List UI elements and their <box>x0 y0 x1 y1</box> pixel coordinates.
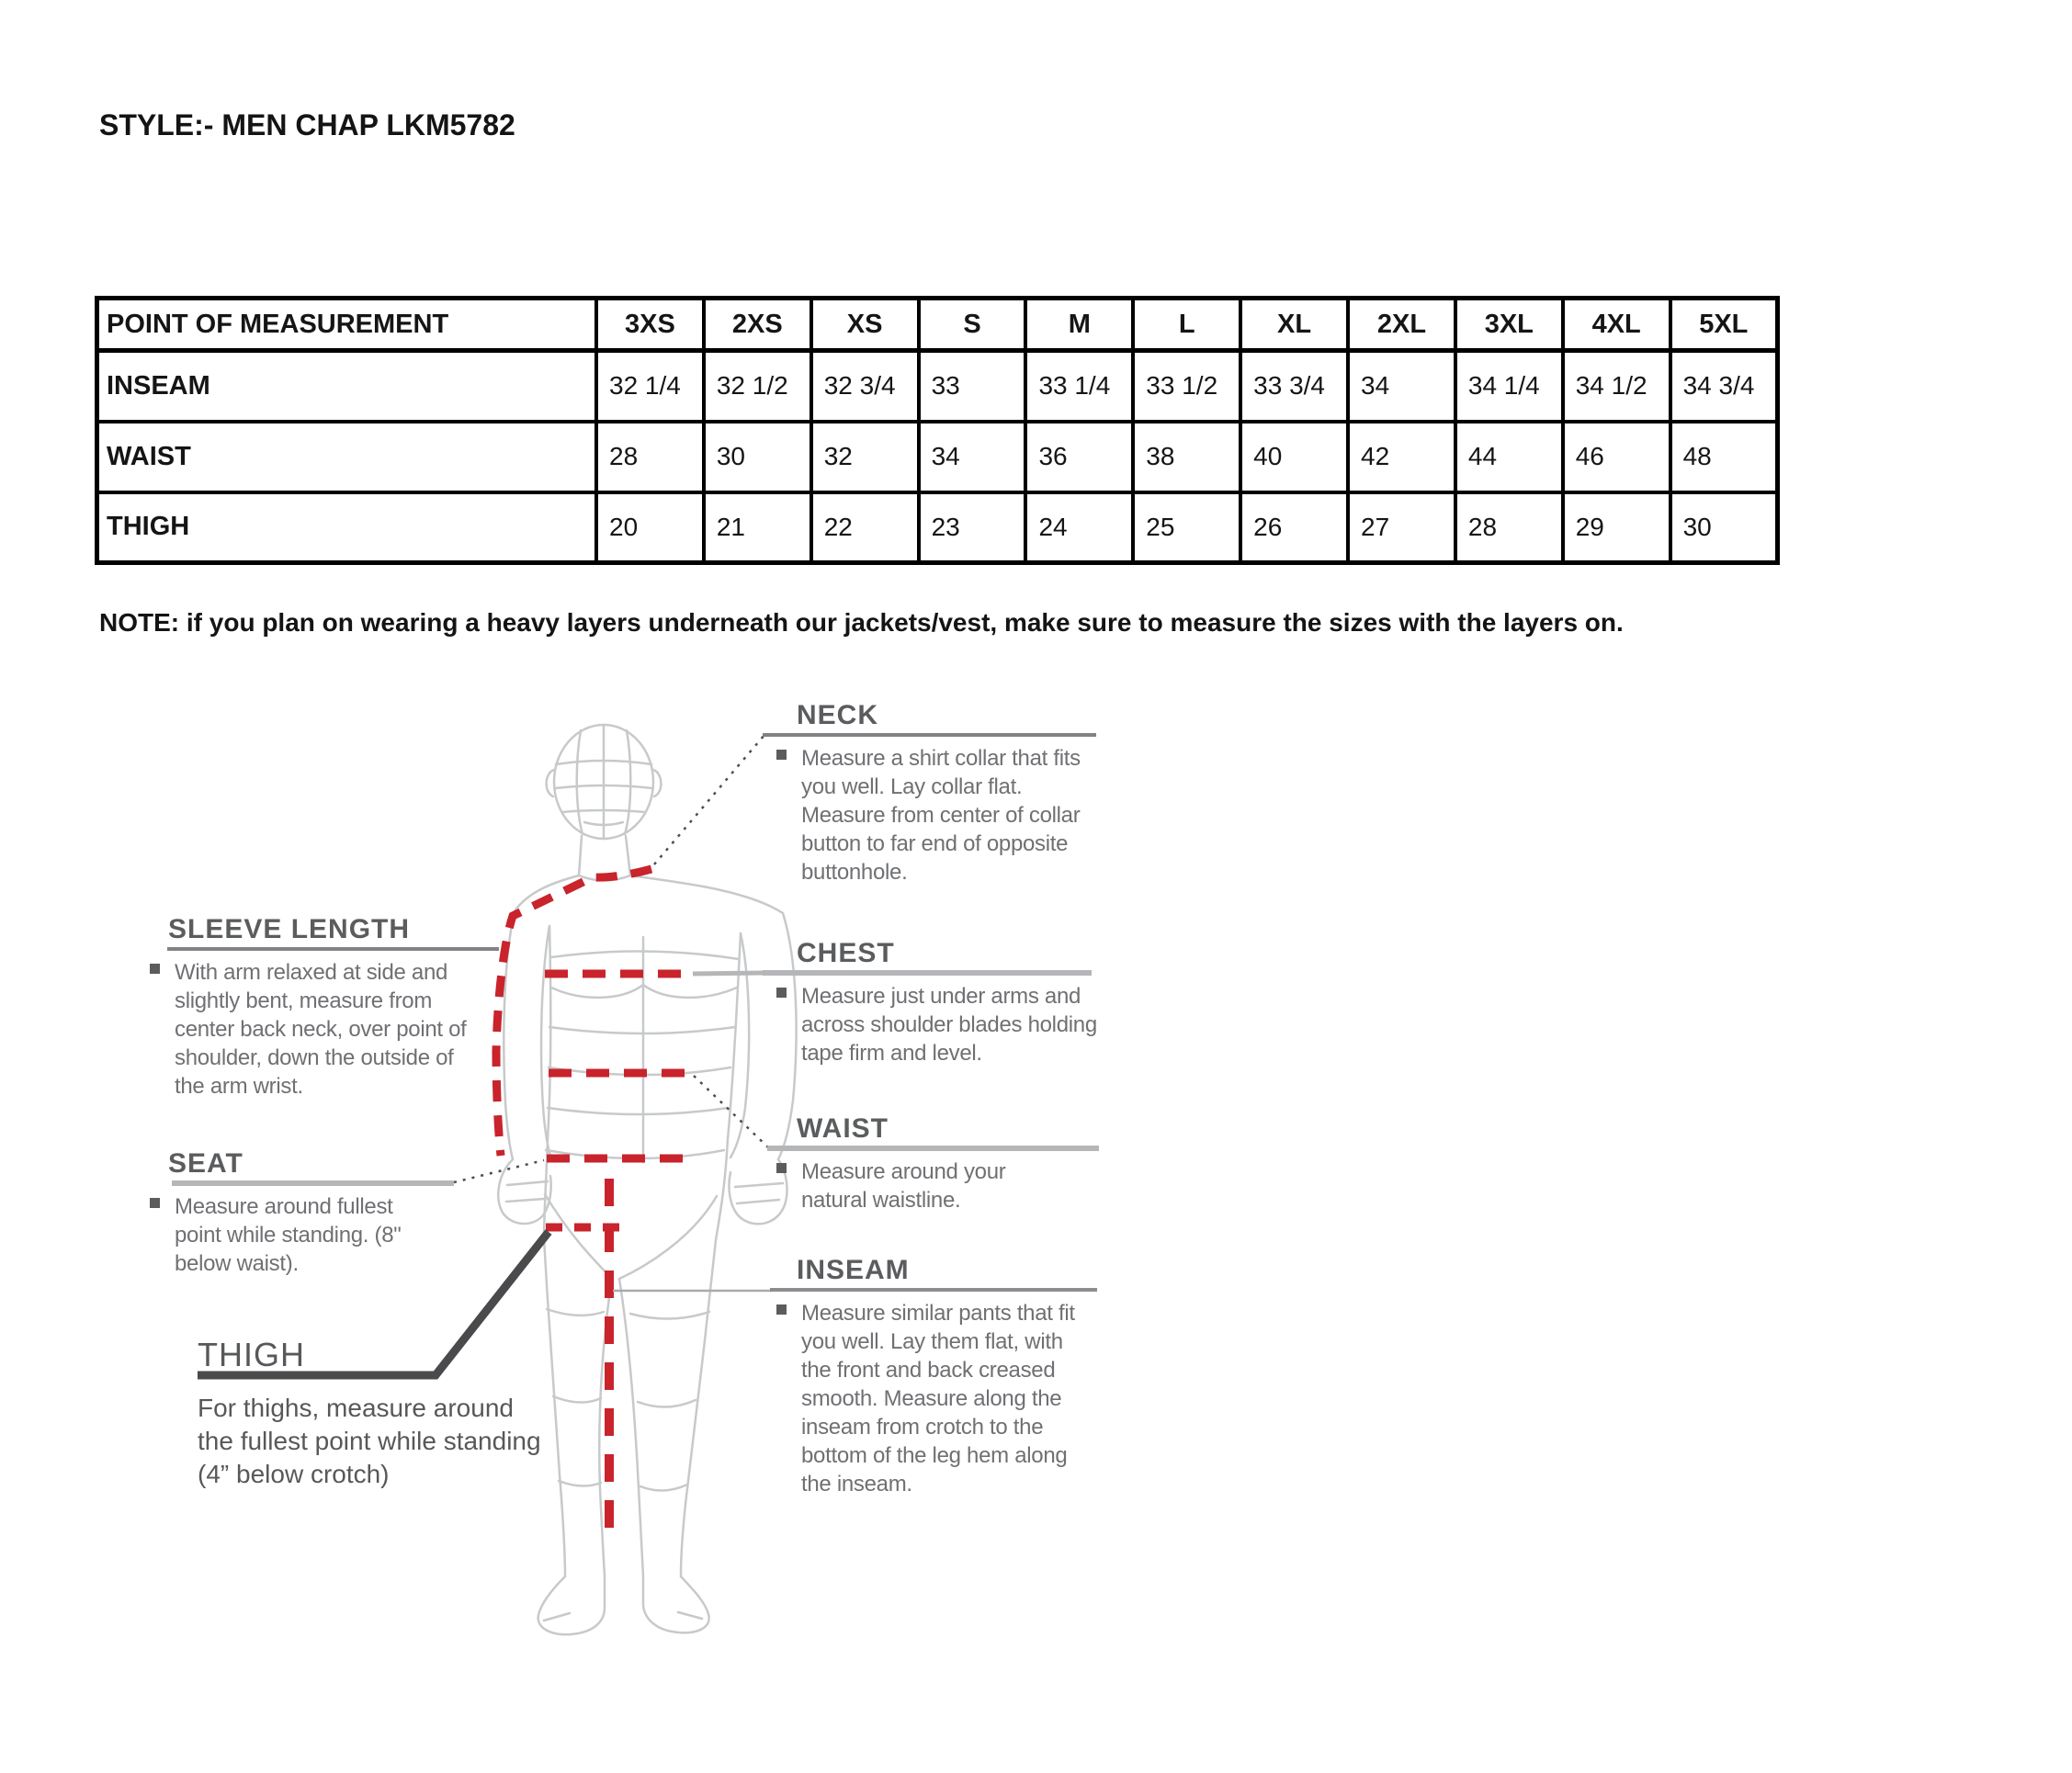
bullet-square-icon <box>150 964 160 974</box>
size-value-cell: 40 <box>1240 422 1348 492</box>
size-value-cell: 26 <box>1240 492 1348 563</box>
column-header-size: S <box>919 299 1026 351</box>
bullet-square-icon <box>776 1163 787 1173</box>
sleeve-measure-line <box>496 869 651 1156</box>
inseam-label: INSEAM <box>797 1255 910 1285</box>
size-value-cell: 32 1/2 <box>704 351 811 422</box>
bullet-square-icon <box>776 988 787 998</box>
thigh-section <box>198 1335 547 1491</box>
column-header-size: 5XL <box>1670 299 1778 351</box>
size-value-cell: 34 <box>1348 351 1455 422</box>
size-value-cell: 38 <box>1133 422 1240 492</box>
size-value-cell: 23 <box>919 492 1026 563</box>
inseam-description: Measure similar pants that fit you well. Lay them flat, with the front and back creased smooth. Measure along the inseam from crotch to the bottom of the leg hem along the inseam. <box>801 1301 1075 1496</box>
seat-description: Measure around fullest point while standing. (8" below waist). <box>175 1194 402 1276</box>
sleeve-length-label: SLEEVE LENGTH <box>168 914 411 944</box>
neck-callout-line <box>654 735 764 864</box>
size-value-cell: 33 1/2 <box>1133 351 1240 422</box>
size-value-cell: 48 <box>1670 422 1778 492</box>
column-header-size: XS <box>811 299 919 351</box>
seat-section <box>140 1148 489 1278</box>
size-value-cell: 28 <box>596 422 704 492</box>
size-value-cell: 32 3/4 <box>811 351 919 422</box>
size-value-cell: 29 <box>1563 492 1670 563</box>
column-header-size: 3XS <box>596 299 704 351</box>
chest-callout-line <box>693 973 764 974</box>
body-wireframe <box>498 725 796 1634</box>
size-value-cell: 27 <box>1348 492 1455 563</box>
chest-label: CHEST <box>797 938 895 968</box>
size-value-cell: 25 <box>1133 492 1240 563</box>
column-header-size: 2XL <box>1348 299 1455 351</box>
column-header-point-of-measurement: POINT OF MEASUREMENT <box>97 299 597 351</box>
size-value-cell: 20 <box>596 492 704 563</box>
column-header-size: XL <box>1240 299 1348 351</box>
chest-section <box>776 938 1126 1067</box>
note-text: NOTE: if you plan on wearing a heavy layers underneath our jackets/vest, make sure to measure the sizes with the layers on. <box>99 608 1624 637</box>
chest-description: Measure just under arms and across shoulder blades holding tape firm and level. <box>801 984 1097 1066</box>
size-value-cell: 22 <box>811 492 919 563</box>
size-value-cell: 33 3/4 <box>1240 351 1348 422</box>
size-value-cell: 33 <box>919 351 1026 422</box>
size-value-cell: 44 <box>1455 422 1563 492</box>
bullet-square-icon <box>150 1198 160 1208</box>
size-value-cell: 32 <box>811 422 919 492</box>
neck-description: Measure a shirt collar that fits you well. Lay collar flat. Measure from center of collar button to far end of opposite buttonhole. <box>801 746 1081 885</box>
waist-description: Measure around your natural waistline. <box>801 1159 1006 1213</box>
size-value-cell: 34 1/2 <box>1563 351 1670 422</box>
column-header-size: 2XS <box>704 299 811 351</box>
size-value-cell: 30 <box>704 422 811 492</box>
size-value-cell: 34 3/4 <box>1670 351 1778 422</box>
inseam-section <box>776 1255 1126 1498</box>
size-value-cell: 34 1/4 <box>1455 351 1563 422</box>
size-value-cell: 28 <box>1455 492 1563 563</box>
size-value-cell: 33 1/4 <box>1025 351 1133 422</box>
waist-section <box>776 1113 1126 1214</box>
thigh-label: THIGH <box>198 1336 305 1373</box>
page-title: STYLE:- MEN CHAP LKM5782 <box>99 108 515 141</box>
thigh-description: For thighs, measure around the fullest point while standing (4” below crotch) <box>198 1394 541 1488</box>
sleeve-length-description: With arm relaxed at side and slightly bent, measure from center back neck, over point of shoulder, down the outside of the arm wrist. <box>175 960 467 1099</box>
waist-label: WAIST <box>797 1113 889 1144</box>
size-value-cell: 42 <box>1348 422 1455 492</box>
size-value-cell: 32 1/4 <box>596 351 704 422</box>
size-value-cell: 46 <box>1563 422 1670 492</box>
sleeve-length-section <box>140 914 489 1101</box>
seat-label: SEAT <box>168 1148 243 1179</box>
neck-label: NECK <box>797 700 879 730</box>
size-value-cell: 24 <box>1025 492 1133 563</box>
size-value-cell: 30 <box>1670 492 1778 563</box>
row-label: THIGH <box>97 492 597 563</box>
size-value-cell: 36 <box>1025 422 1133 492</box>
column-header-size: 4XL <box>1563 299 1670 351</box>
row-label: INSEAM <box>97 351 597 422</box>
neck-section <box>776 700 1126 886</box>
bullet-square-icon <box>776 750 787 760</box>
size-value-cell: 34 <box>919 422 1026 492</box>
column-header-size: 3XL <box>1455 299 1563 351</box>
bullet-square-icon <box>776 1304 787 1315</box>
size-value-cell: 21 <box>704 492 811 563</box>
row-label: WAIST <box>97 422 597 492</box>
column-header-size: M <box>1025 299 1133 351</box>
column-header-size: L <box>1133 299 1240 351</box>
